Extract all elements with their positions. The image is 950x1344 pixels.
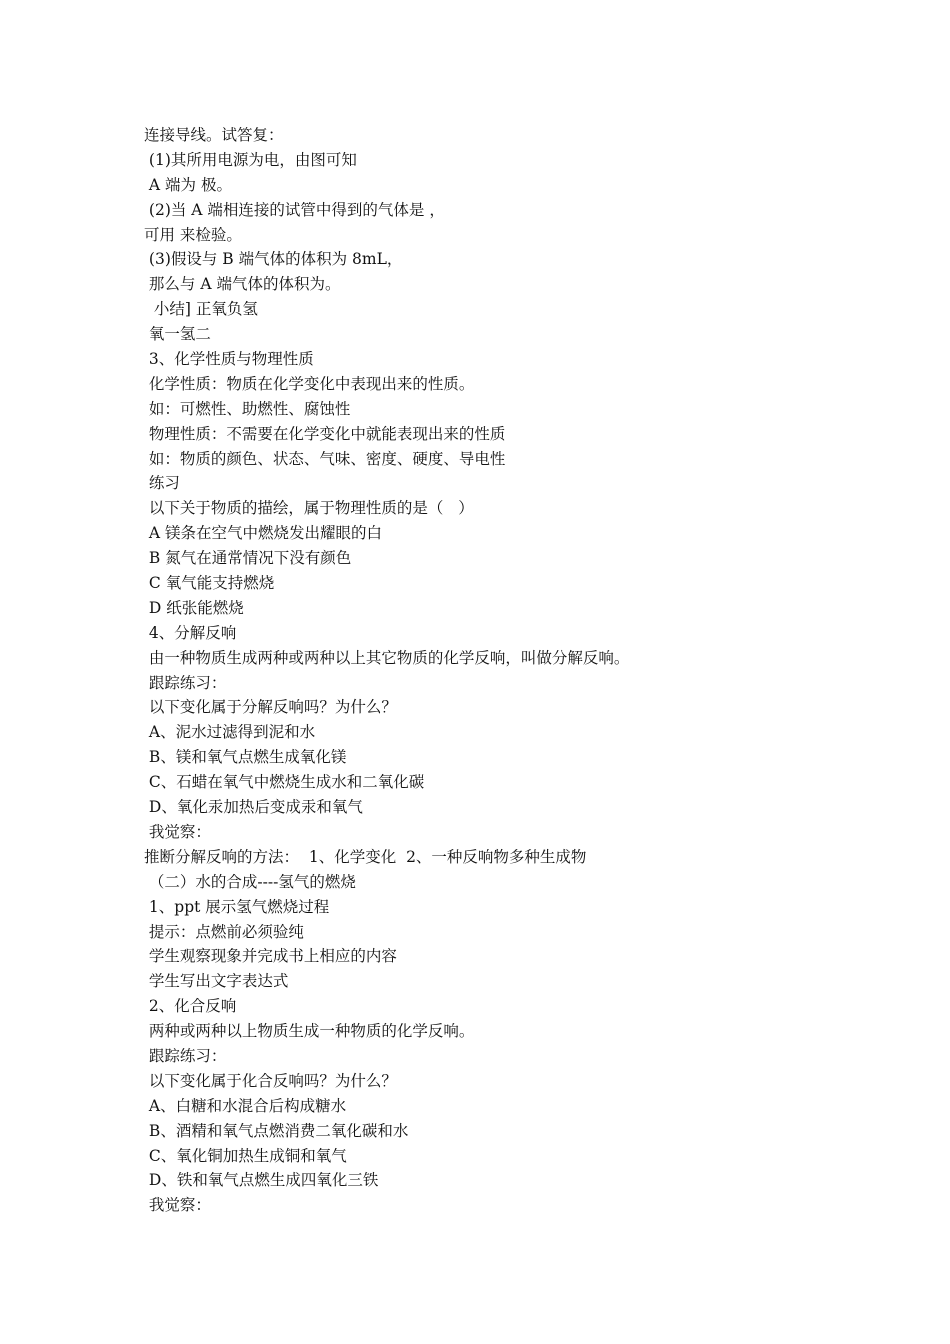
option-line: B 氮气在通常情况下没有颜色: [144, 549, 352, 568]
text-line: 小结] 正氧负氢: [144, 300, 258, 319]
option-line: C 氧气能支持燃烧: [144, 574, 275, 593]
option-line: C、石蜡在氧气中燃烧生成水和二氧化碳: [144, 773, 425, 792]
text-line: (1)其所用电源为电，由图可知: [144, 150, 357, 169]
text-line: (2)当 A 端相连接的试管中得到的气体是 ，: [144, 200, 445, 219]
text-line: (3)假设与 B 端气体的体积为 8mL，: [144, 250, 403, 269]
text-line: 提示：点燃前必须验纯: [144, 922, 304, 941]
option-line: A、白糖和水混合后构成糖水: [144, 1096, 347, 1115]
text-line: 学生观察现象并完成书上相应的内容: [144, 947, 397, 966]
text-line: 那么与 A 端气体的体积为。: [144, 275, 341, 294]
text-line: 连接导线。试答复：: [144, 126, 284, 144]
text-line: 氧一氢二: [144, 325, 211, 344]
text-line: 学生写出文字表达式: [144, 972, 289, 991]
option-line: D 纸张能燃烧: [144, 598, 244, 617]
text-line: 由一种物质生成两种或两种以上其它物质的化学反响，叫做分解反响。: [144, 648, 630, 667]
text-line: 物理性质：不需要在化学变化中就能表现出来的性质: [144, 424, 506, 443]
text-line: 我觉察：: [144, 1196, 211, 1215]
text-line: 可用 来检验。: [144, 225, 242, 244]
text-line: A 端为 极。: [144, 175, 232, 194]
text-line: 我觉察：: [144, 822, 211, 841]
option-line: A、泥水过滤得到泥和水: [144, 723, 316, 742]
section-heading: 3、化学性质与物理性质: [144, 350, 314, 369]
text-line: 跟踪练习：: [144, 1046, 227, 1065]
question-line: 以下变化属于化合反响吗？为什么？: [144, 1071, 397, 1090]
section-heading: 2、化合反响: [144, 997, 237, 1016]
option-line: D、铁和氧气点燃生成四氧化三铁: [144, 1171, 379, 1190]
option-line: D、氧化汞加热后变成汞和氧气: [144, 798, 363, 817]
section-heading: （二）水的合成----氢气的燃烧: [144, 872, 356, 891]
text-line: 推断分解反响的方法： 1、化学变化 2、一种反响物多种生成物: [144, 847, 587, 866]
option-line: C、氧化铜加热生成铜和氧气: [144, 1146, 347, 1165]
text-line: 1、ppt 展示氢气燃烧过程: [144, 897, 330, 916]
text-line: 练习: [144, 474, 180, 493]
text-line: 如：可燃性、助燃性、腐蚀性: [144, 399, 351, 418]
text-line: 化学性质：物质在化学变化中表现出来的性质。: [144, 374, 475, 393]
text-line: 跟踪练习：: [144, 673, 227, 692]
option-line: B、酒精和氧气点燃消费二氧化碳和水: [144, 1121, 409, 1140]
section-heading: 4、分解反响: [144, 623, 237, 642]
text-line: 两种或两种以上物质生成一种物质的化学反响。: [144, 1022, 475, 1041]
option-line: B、镁和氧气点燃生成氧化镁: [144, 748, 347, 767]
question-line: 以下关于物质的描绘，属于物理性质的是（ ）: [144, 499, 474, 518]
option-line: A 镁条在空气中燃烧发出耀眼的白: [144, 524, 383, 543]
document-body: [144, 123, 844, 1218]
text-line: 如：物质的颜色、状态、气味、密度、硬度、导电性: [144, 449, 506, 468]
question-line: 以下变化属于分解反响吗？为什么？: [144, 698, 397, 717]
